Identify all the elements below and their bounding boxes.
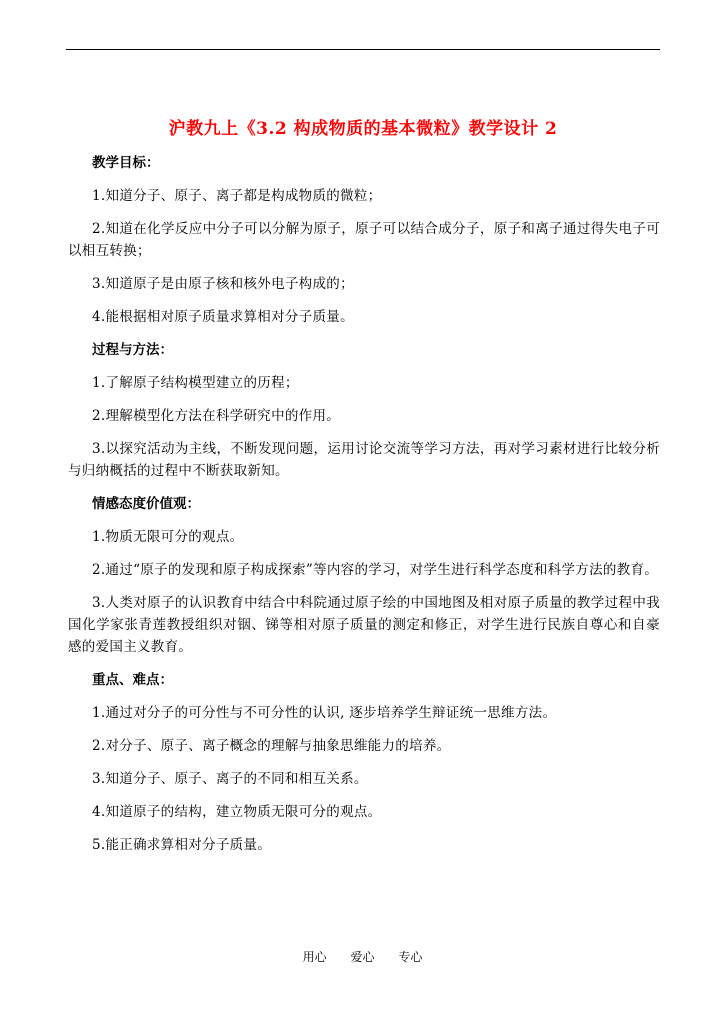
document-body <box>68 152 660 867</box>
document-title: 沪教九上《3.2 构成物质的基本微粒》教学设计 2 <box>168 119 558 139</box>
footer-item: 用心 <box>302 950 327 964</box>
section-heading: 重点、难点： <box>92 672 173 688</box>
section-attitudes-values <box>68 493 660 658</box>
section-heading: 教学目标： <box>92 155 160 171</box>
paragraph: 3.知道分子、原子、离子的不同和相互关系。 <box>92 771 368 787</box>
paragraph: 2.理解模型化方法在科学研究中的作用。 <box>92 408 341 424</box>
section-teaching-goals <box>68 152 660 328</box>
section-process-methods <box>68 339 660 482</box>
paragraph: 1.物质无限可分的观点。 <box>92 529 244 545</box>
section-key-difficult-points <box>68 669 660 856</box>
paragraph: 4.能根据相对原子质量求算相对分子质量。 <box>92 309 354 325</box>
section-heading: 过程与方法： <box>92 342 173 358</box>
section-heading: 情感态度价值观： <box>92 496 200 512</box>
paragraph: 4.知道原子的结构，建立物质无限可分的观点。 <box>92 804 382 820</box>
paragraph: 3.知道原子是由原子核和核外电子构成的； <box>92 276 354 292</box>
paragraph: 5.能正确求算相对分子质量。 <box>92 837 272 853</box>
paragraph: 1.通过对分子的可分性与不可分性的认识, 逐步培养学生辩证统一思维方法。 <box>92 705 557 721</box>
header-rule <box>66 49 660 50</box>
paragraph: 2.通过“原子的发现和原子构成探索”等内容的学习，对学生进行科学态度和科学方法的教育。 <box>92 562 659 578</box>
paragraph: 1.了解原子结构模型建立的历程； <box>92 375 299 391</box>
page-footer <box>0 948 725 965</box>
footer-item: 爱心 <box>350 950 375 964</box>
paragraph: 2.对分子、原子、离子概念的理解与抽象思维能力的培养。 <box>92 738 451 754</box>
paragraph: 1.知道分子、原子、离子都是构成物质的微粒； <box>92 188 382 204</box>
footer-item: 专心 <box>398 950 423 964</box>
paragraph: 3.人类对原子的认识教育中结合中科院通过原子绘的中国地图及相对原子质量的教学过程中我国化学家张青莲教授组织对铟、锑等相对原子质量的测定和修正，对学生进行民族自尊心和自豪感的爱国主义教育。 <box>68 595 660 655</box>
paragraph: 2.知道在化学反应中分子可以分解为原子，原子可以结合成分子，原子和离子通过得失电子可以相互转换； <box>68 221 660 259</box>
paragraph: 3.以探究活动为主线，不断发现问题，运用讨论交流等学习方法，再对学习素材进行比较分析与归纳概括的过程中不断获取新知。 <box>68 441 660 479</box>
